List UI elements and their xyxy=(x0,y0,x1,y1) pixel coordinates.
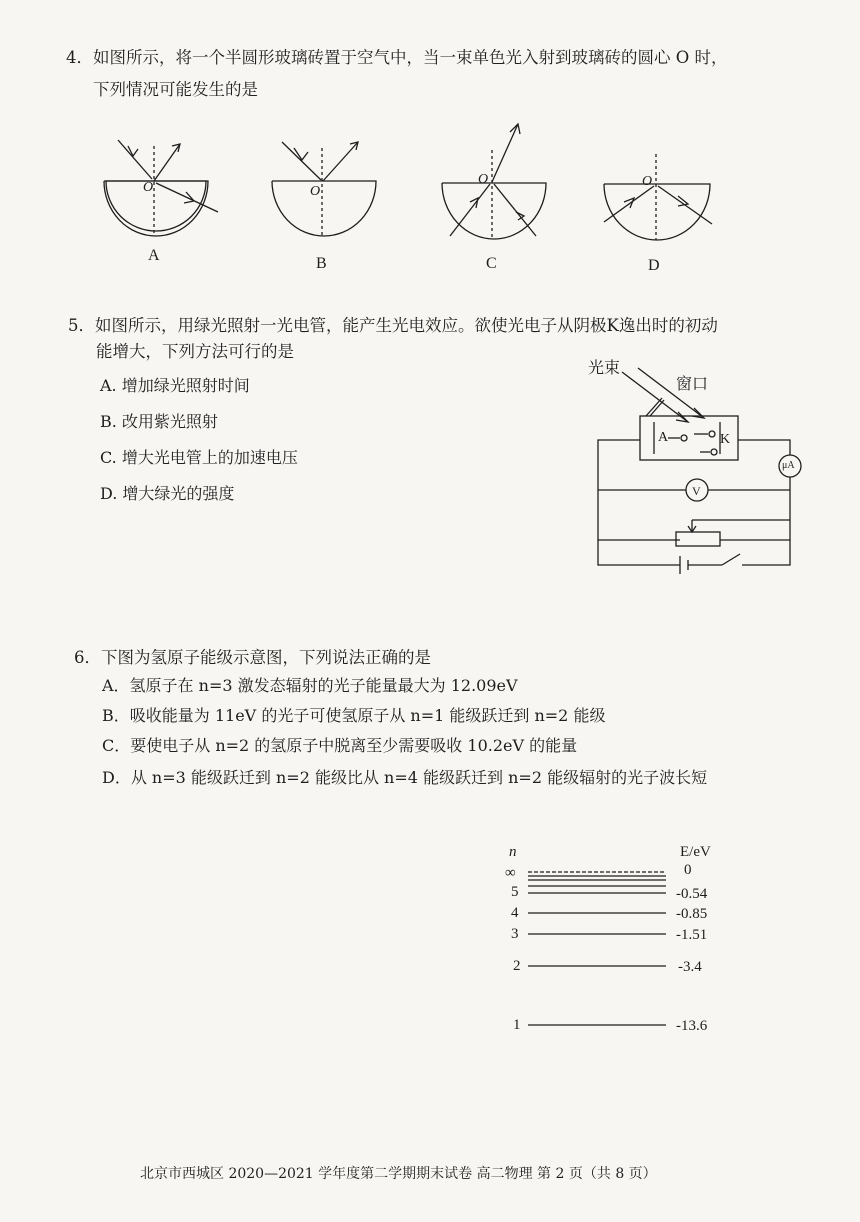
page-footer: 北京市西城区 2020—2021 学年度第二学期期末试卷 高二物理 第 2 页（共 8 页） xyxy=(140,1166,657,1182)
q4-b-center-label: O xyxy=(310,184,321,199)
q6-stem: 6．下图为氢原子能级示意图，下列说法正确的是 xyxy=(74,648,431,667)
q4-figure-d-label: D xyxy=(648,257,660,274)
q5-stem-line1: 5．如图所示，用绿光照射一光电管，能产生光电效应。欲使光电子从阴极K逸出时的初动 xyxy=(68,316,718,335)
level-e-1: -13.6 xyxy=(676,1018,708,1034)
level-n-3: 3 xyxy=(511,926,519,942)
q5-microammeter-label: μA xyxy=(782,460,795,471)
q5-option-b: B. 改用紫光照射 xyxy=(100,412,218,431)
level-e-5: -0.54 xyxy=(676,886,708,902)
q5-cathode-label: K xyxy=(720,432,731,447)
q4-stem-line1: 4．如图所示，将一个半圆形玻璃砖置于空气中，当一束单色光入射到玻璃砖的圆心 O 时， xyxy=(66,48,728,67)
q5-option-c: C. 增大光电管上的加速电压 xyxy=(100,448,298,467)
level-n-1: 1 xyxy=(513,1017,521,1033)
q4-stem-line2: 下列情况可能发生的是 xyxy=(93,80,258,99)
level-n-4: 4 xyxy=(511,905,519,921)
q5-beam-label: 光束 xyxy=(588,358,621,377)
q4-figure-a xyxy=(96,126,226,246)
energy-e-header: E/eV xyxy=(680,844,711,860)
energy-level-lines xyxy=(524,860,674,1040)
q5-anode-label: A xyxy=(658,430,669,445)
q6-option-a: A．氢原子在 n=3 激发态辐射的光子能量最大为 12.09eV xyxy=(102,676,518,695)
q4-figure-b-label: B xyxy=(316,255,327,272)
q5-stem-line2: 能增大，下列方法可行的是 xyxy=(96,342,294,361)
q4-figure-c xyxy=(436,120,566,250)
level-n-inf: ∞ xyxy=(505,865,516,881)
level-n-5: 5 xyxy=(511,884,519,900)
q4-c-center-label: O xyxy=(478,172,489,187)
level-e-2: -3.4 xyxy=(678,959,702,975)
q4-d-center-label: O xyxy=(642,174,653,189)
q6-option-c: C．要使电子从 n=2 的氢原子中脱离至少需要吸收 10.2eV 的能量 xyxy=(102,736,578,755)
q6-option-b: B．吸收能量为 11eV 的光子可使氢原子从 n=1 能级跃迁到 n=2 能级 xyxy=(102,706,606,725)
level-e-3: -1.51 xyxy=(676,927,708,943)
q5-option-d: D. 增大绿光的强度 xyxy=(100,484,235,503)
q5-voltmeter-label: V xyxy=(692,484,701,498)
level-e-inf: 0 xyxy=(684,862,692,878)
q6-option-d: D．从 n=3 能级跃迁到 n=2 能级比从 n=4 能级跃迁到 n=2 能级辐射的光子波长短 xyxy=(102,768,708,787)
level-n-2: 2 xyxy=(513,958,521,974)
energy-n-header: n xyxy=(509,844,517,860)
q4-figure-c-label: C xyxy=(486,255,497,272)
q4-figure-d xyxy=(598,126,728,246)
q4-figure-a-label: A xyxy=(148,247,160,264)
q5-option-a: A. 增加绿光照射时间 xyxy=(100,376,250,395)
q4-figure-b xyxy=(266,126,396,246)
q5-window-label: 窗口 xyxy=(676,374,709,393)
q4-a-center-label: O xyxy=(143,180,154,195)
level-e-4: -0.85 xyxy=(676,906,708,922)
